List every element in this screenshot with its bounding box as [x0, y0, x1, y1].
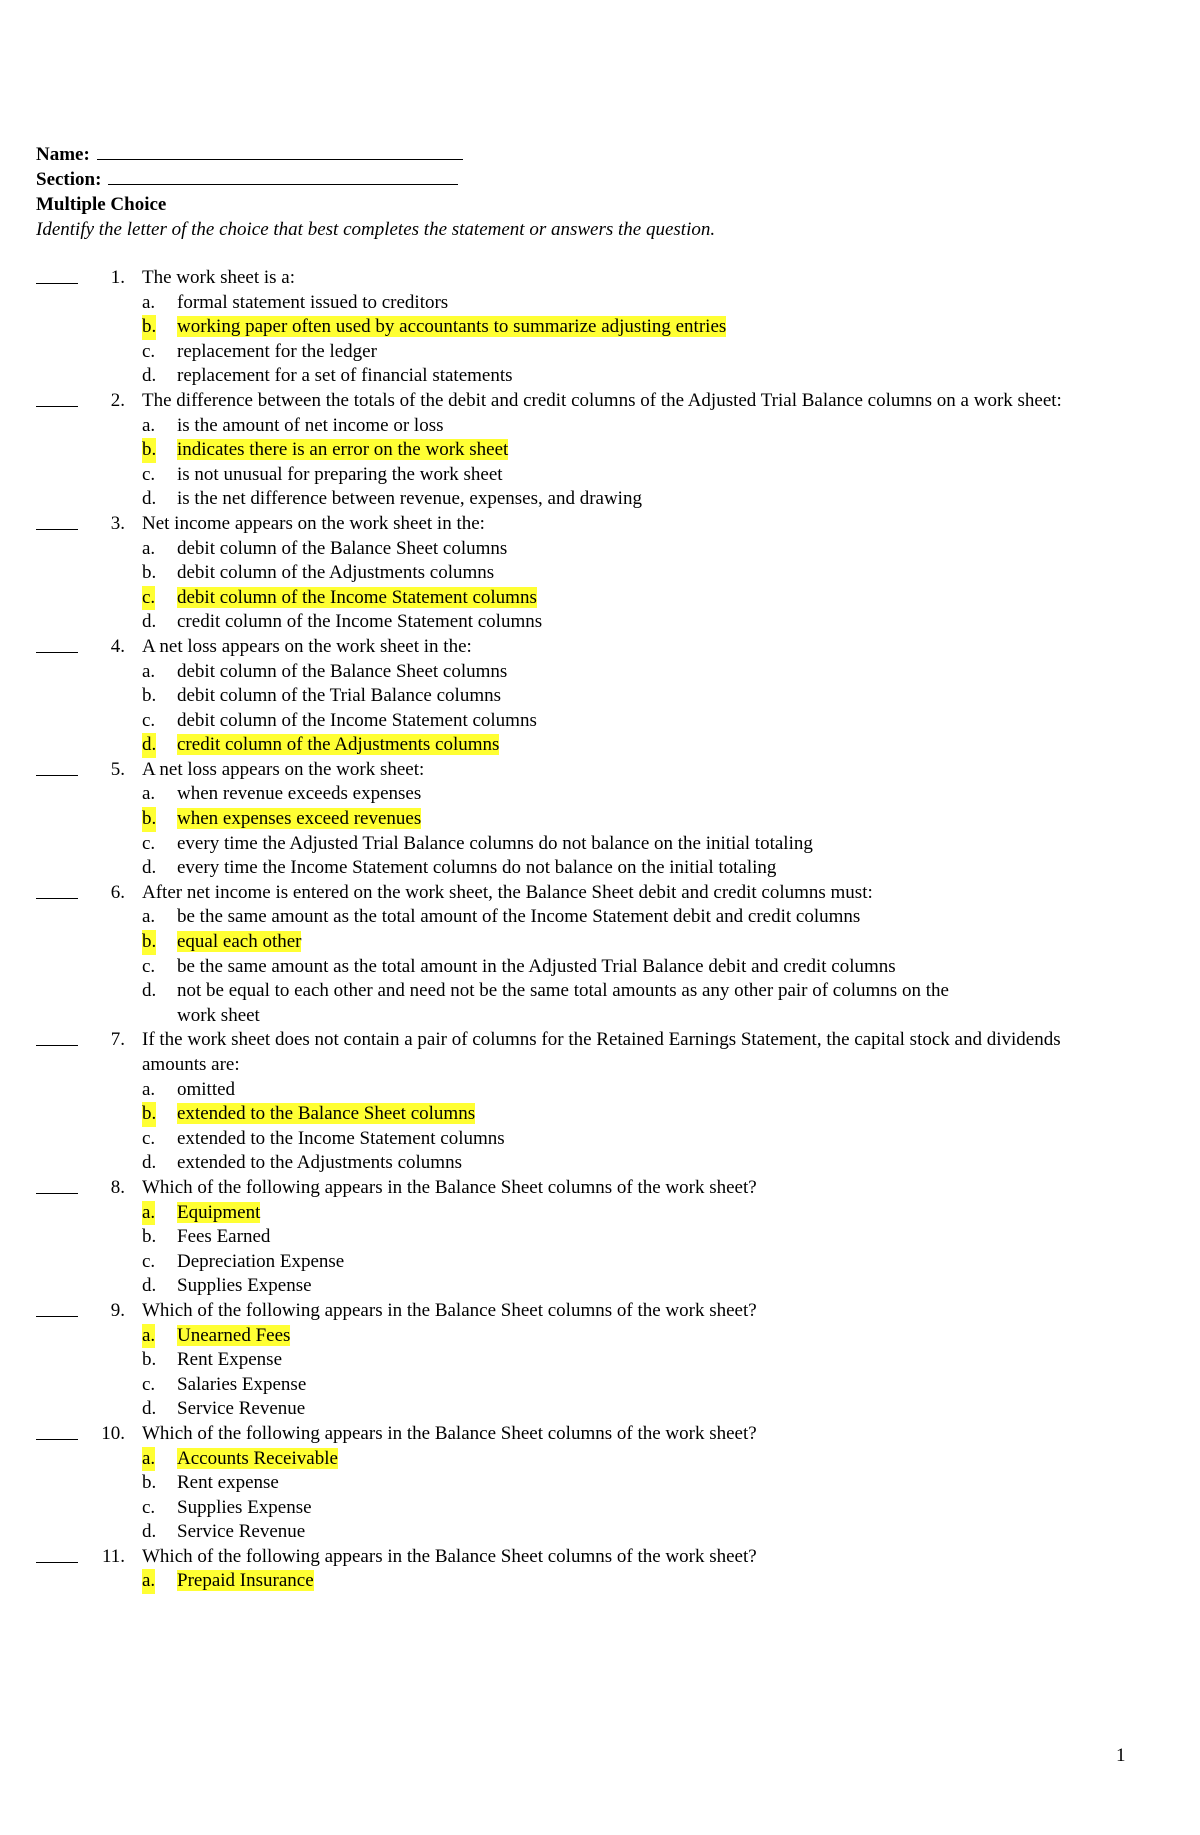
- answer-option: [0, 1471, 1200, 1496]
- option-text: Equipment: [177, 1201, 261, 1223]
- answer-option: [0, 537, 1200, 562]
- question-number: 8.: [110, 1176, 125, 1198]
- option-letter: d.: [142, 488, 157, 510]
- answer-blank: [36, 1045, 78, 1046]
- option-letter: d.: [142, 1521, 157, 1543]
- question-text: If the work sheet does not contain a pair of columns for the Retained Earnings Statement, the capital stock and dividends amounts are:: [142, 1029, 1061, 1075]
- option-text: credit column of the Income Statement columns: [177, 611, 543, 633]
- option-text: is the net difference between revenue, expenses, and drawing: [177, 488, 642, 510]
- option-text: is not unusual for preparing the work sheet: [177, 463, 503, 485]
- answer-blank: [36, 283, 78, 284]
- option-text: when expenses exceed revenues: [177, 808, 422, 830]
- answer-option: [0, 1520, 1200, 1545]
- answer-option: [0, 856, 1200, 881]
- answer-option: [0, 782, 1200, 807]
- option-text: Accounts Receivable: [177, 1447, 338, 1469]
- option-text: Salaries Expense: [177, 1373, 307, 1395]
- option-letter: c.: [142, 1127, 156, 1149]
- answer-option: [0, 1250, 1200, 1275]
- question-row: [0, 1176, 1200, 1201]
- question-row: [0, 266, 1200, 291]
- option-text: be the same amount as the total amount of the Income Statement debit and credit columns: [177, 906, 861, 928]
- option-text: not be equal to each other and need not be the same total amounts as any other pair of columns on the work sheet: [177, 980, 949, 1026]
- question-number: 1.: [110, 267, 125, 288]
- instructions: Identify the letter of the choice that best completes the statement or answers the question.: [36, 219, 716, 240]
- option-letter: d.: [142, 857, 157, 879]
- answer-option-highlighted: [0, 807, 1200, 832]
- option-text: debit column of the Adjustments columns: [177, 562, 495, 584]
- option-letter: a.: [142, 783, 156, 805]
- option-letter: a.: [142, 1447, 155, 1472]
- question-text: A net loss appears on the work sheet:: [142, 758, 425, 780]
- option-letter: c.: [142, 955, 156, 977]
- answer-option: [0, 1078, 1200, 1103]
- answer-blank: [36, 1562, 78, 1563]
- answer-option-highlighted: [0, 315, 1200, 340]
- question: [0, 758, 1200, 881]
- question-number: 2.: [110, 389, 125, 411]
- option-text: Service Revenue: [177, 1398, 306, 1420]
- section-title: Multiple Choice: [36, 194, 167, 215]
- option-letter: d.: [142, 611, 157, 633]
- question-text: Which of the following appears in the Balance Sheet columns of the work sheet?: [142, 1299, 757, 1321]
- question: [0, 881, 1200, 1029]
- option-letter: a.: [142, 414, 156, 436]
- answer-option-highlighted: [0, 930, 1200, 955]
- option-text: formal statement issued to creditors: [177, 291, 449, 313]
- option-letter: d.: [142, 1275, 157, 1297]
- answer-option: [0, 1496, 1200, 1521]
- option-text: indicates there is an error on the work sheet: [177, 439, 509, 461]
- option-text: debit column of the Trial Balance columns: [177, 685, 502, 707]
- option-letter: d.: [142, 1152, 157, 1174]
- option-letter: a.: [142, 1324, 155, 1349]
- question-text: The difference between the totals of the debit and credit columns of the Adjusted Trial Balance columns on a work sheet:: [142, 389, 1062, 411]
- question-text: Which of the following appears in the Balance Sheet columns of the work sheet?: [142, 1176, 757, 1198]
- answer-option: [0, 561, 1200, 586]
- option-text: Service Revenue: [177, 1521, 306, 1543]
- question-text: Net income appears on the work sheet in the:: [142, 512, 485, 534]
- option-letter: c.: [142, 1250, 156, 1272]
- option-text: extended to the Adjustments columns: [177, 1152, 462, 1174]
- answer-option: [0, 660, 1200, 685]
- option-text: every time the Income Statement columns do not balance on the initial totaling: [177, 857, 777, 879]
- answer-blank: [36, 529, 78, 530]
- question-number: 7.: [110, 1029, 125, 1051]
- answer-option: [0, 979, 1200, 1028]
- answer-option: [0, 684, 1200, 709]
- option-letter: a.: [142, 1569, 155, 1594]
- question-row: [0, 1299, 1200, 1324]
- option-text: Rent Expense: [177, 1349, 283, 1371]
- question-row: [0, 881, 1200, 906]
- option-text: Supplies Expense: [177, 1496, 312, 1518]
- answer-blank: [36, 1316, 78, 1317]
- answer-option: [0, 905, 1200, 930]
- answer-option: [0, 832, 1200, 857]
- name-label: Name:: [36, 144, 90, 165]
- question-number: 6.: [110, 881, 125, 903]
- option-text: Prepaid Insurance: [177, 1570, 314, 1592]
- question-row: [0, 512, 1200, 537]
- answer-option: [0, 463, 1200, 488]
- answer-option-highlighted: [0, 1447, 1200, 1472]
- answer-option: [0, 610, 1200, 635]
- answer-option: [0, 1348, 1200, 1373]
- option-letter: b.: [142, 1102, 156, 1127]
- option-text: is the amount of net income or loss: [177, 414, 444, 436]
- option-letter: b.: [142, 1472, 157, 1494]
- option-text: replacement for the ledger: [177, 340, 377, 362]
- question-row: [0, 635, 1200, 660]
- option-letter: b.: [142, 685, 157, 707]
- option-letter: c.: [142, 1496, 156, 1518]
- answer-option-highlighted: [0, 438, 1200, 463]
- question-text: Which of the following appears in the Balance Sheet columns of the work sheet?: [142, 1422, 757, 1444]
- name-blank-line: [97, 143, 463, 160]
- question-text: The work sheet is a:: [142, 267, 296, 288]
- option-text: debit column of the Balance Sheet columns: [177, 660, 508, 682]
- answer-blank: [36, 775, 78, 776]
- option-text: be the same amount as the total amount in the Adjusted Trial Balance debit and credit columns: [177, 955, 896, 977]
- answer-option: [0, 1274, 1200, 1299]
- option-text: credit column of the Adjustments columns: [177, 734, 500, 756]
- answer-option: [0, 1127, 1200, 1152]
- answer-option-highlighted: [0, 1324, 1200, 1349]
- answer-option: [0, 1373, 1200, 1398]
- section-blank-line: [108, 168, 458, 185]
- answer-option-highlighted: [0, 733, 1200, 758]
- option-letter: d.: [142, 733, 156, 758]
- question-list: [0, 266, 1200, 1594]
- option-letter: c.: [142, 586, 155, 611]
- option-letter: a.: [142, 1201, 155, 1226]
- question-number: 5.: [110, 758, 125, 780]
- option-letter: c.: [142, 832, 156, 854]
- option-text: debit column of the Income Statement columns: [177, 586, 537, 608]
- question-row: [0, 758, 1200, 783]
- question-row: [0, 1545, 1200, 1570]
- question: [0, 1545, 1200, 1594]
- option-text: extended to the Income Statement columns: [177, 1127, 505, 1149]
- option-letter: d.: [142, 1398, 157, 1420]
- answer-option: [0, 1151, 1200, 1176]
- option-text: when revenue exceeds expenses: [177, 783, 422, 805]
- option-letter: b.: [142, 562, 157, 584]
- option-letter: b.: [142, 930, 156, 955]
- option-text: Rent expense: [177, 1472, 279, 1494]
- answer-option: [0, 1397, 1200, 1422]
- option-letter: a.: [142, 537, 156, 559]
- question-number: 10.: [101, 1422, 125, 1444]
- question-row: [0, 1422, 1200, 1447]
- question: [0, 635, 1200, 758]
- option-text: working paper often used by accountants to summarize adjusting entries: [177, 316, 727, 338]
- answer-option: [0, 340, 1200, 365]
- option-text: every time the Adjusted Trial Balance columns do not balance on the initial totaling: [177, 832, 813, 854]
- question: [0, 1028, 1200, 1176]
- option-text: debit column of the Balance Sheet columns: [177, 537, 508, 559]
- option-letter: a.: [142, 906, 156, 928]
- option-letter: d.: [142, 365, 157, 387]
- question: [0, 512, 1200, 635]
- question-number: 9.: [110, 1299, 125, 1321]
- option-text: replacement for a set of financial statements: [177, 365, 513, 387]
- question-row: [0, 1028, 1200, 1077]
- question-row: [0, 389, 1200, 414]
- answer-option: [0, 709, 1200, 734]
- option-letter: c.: [142, 1373, 156, 1395]
- answer-blank: [36, 652, 78, 653]
- question-text: After net income is entered on the work sheet, the Balance Sheet debit and credit columns must:: [142, 881, 873, 903]
- option-letter: b.: [142, 438, 156, 463]
- question-number: 11.: [101, 1545, 125, 1567]
- answer-option: [0, 1225, 1200, 1250]
- option-letter: c.: [142, 709, 156, 731]
- answer-option: [0, 487, 1200, 512]
- option-text: Fees Earned: [177, 1226, 271, 1248]
- option-letter: b.: [142, 1226, 157, 1248]
- option-letter: b.: [142, 315, 156, 340]
- question-number: 3.: [110, 512, 125, 534]
- option-text: Depreciation Expense: [177, 1250, 345, 1272]
- answer-option: [0, 414, 1200, 439]
- option-letter: d.: [142, 980, 157, 1002]
- option-letter: c.: [142, 340, 156, 362]
- option-letter: a.: [142, 1078, 156, 1100]
- question: [0, 1422, 1200, 1545]
- section-label: Section:: [36, 169, 102, 190]
- answer-blank: [36, 898, 78, 899]
- option-text: debit column of the Income Statement columns: [177, 709, 537, 731]
- section-row: [36, 168, 458, 192]
- answer-blank: [36, 1439, 78, 1440]
- question-number: 4.: [110, 635, 125, 657]
- option-letter: a.: [142, 291, 156, 313]
- option-letter: b.: [142, 807, 156, 832]
- option-letter: b.: [142, 1349, 157, 1371]
- question: [0, 389, 1200, 512]
- question: [0, 266, 1200, 389]
- answer-option-highlighted: [0, 1569, 1200, 1594]
- answer-blank: [36, 1193, 78, 1194]
- option-letter: a.: [142, 660, 156, 682]
- option-text: extended to the Balance Sheet columns: [177, 1103, 476, 1125]
- question-text: Which of the following appears in the Balance Sheet columns of the work sheet?: [142, 1545, 757, 1567]
- option-letter: c.: [142, 463, 156, 485]
- question-text: A net loss appears on the work sheet in the:: [142, 635, 472, 657]
- option-text: Supplies Expense: [177, 1275, 312, 1297]
- answer-option-highlighted: [0, 1201, 1200, 1226]
- question: [0, 1299, 1200, 1422]
- answer-option: [0, 364, 1200, 389]
- page-number: 1: [1116, 1745, 1126, 1766]
- question: [0, 1176, 1200, 1299]
- answer-option: [0, 955, 1200, 980]
- name-row: [36, 143, 463, 167]
- answer-option-highlighted: [0, 1102, 1200, 1127]
- answer-option: [0, 291, 1200, 316]
- answer-blank: [36, 406, 78, 407]
- option-text: omitted: [177, 1078, 236, 1100]
- answer-option-highlighted: [0, 586, 1200, 611]
- option-text: Unearned Fees: [177, 1324, 291, 1346]
- option-text: equal each other: [177, 931, 302, 953]
